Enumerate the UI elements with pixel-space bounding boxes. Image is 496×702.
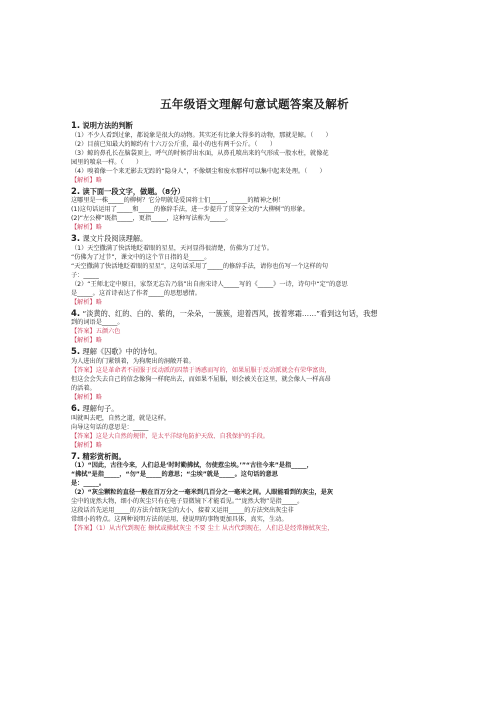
analysis-label: 【解析】略 [71,337,102,345]
question-3-line: （2）“王师北定中原日，家祭无忘告乃翁”出自南宋诗人_____写的《_____》一诗，诗句中“定”的意思 [71,280,348,288]
question-2-line: (1)这句话运用了_____和_____的修辞手法，进一步提升了贯穿全文的“大柳树”的形象。 [71,206,309,214]
question-1-line: （2）目前已知最大的鲸约有十六万公斤重，最小的也有两千公斤。（ ） [71,140,277,148]
question-7-line: （1）“因此，古往今来，人们总是‘时时勤拂拭，勿使惹尘埃。’”“古往今来”是指_____， [71,462,313,470]
analysis-label: 【解析】略 [71,224,102,232]
question-7-line: 尘中的庞然大物，细小的灰尘只有在电子显微镜下才能看见。”“庞然大物”是指_____。 [71,498,304,506]
question-3-line: （1）天空撒满了快活地眨着眼的星星，天河显得很清楚，仿佛为了过节。 [71,244,273,252]
question-1-line: 园里的喷泉一样。（ ） [71,158,143,166]
question-3-line: 是_____。这首诗表达了作者_____的思想感情。 [71,289,201,297]
question-5-line: 的活着。 [71,384,96,392]
question-2-heading: 2. 读下面一段文字，做题。（8分） [71,185,185,196]
question-7-line: 是：_____。 [71,480,106,488]
question-3-heading: 3. 课文片段阅读理解。 [71,233,148,244]
analysis-label: 【解析】略 [71,176,102,184]
question-7-line: “拂拭”是指_____，“勿”是_____的意思；“尘埃”就是_____。这句话的意思 [71,471,278,479]
question-1-heading: 1. 说明方法的判断 [71,120,133,130]
question-4-line: 到的词语是_____。 [71,319,124,327]
question-6-heading: 6. 理解句子。 [71,402,119,413]
question-2-line: (2)“左公柳”既指_____，更指_____，这种写法称为_____。 [71,215,232,223]
question-3-line: “仿佛为了过节”，课文中的这个节日指的是_____。 [71,253,211,261]
question-3-line: 子：_____ [71,271,99,279]
question-5-heading: 5. 理解《囚歌》中的诗句。 [71,346,162,357]
question-3-line: “天空撒满了快活地眨着眼的星星”，这句话采用了_____的修辞手法，请你也仿写一个这样的句 [71,262,329,270]
answer-label: 【答案】这是革命者不屈服于反动派的囚禁于诱惑而写的，如果屈服于反动派就会有荣华富贵， [71,366,331,374]
question-4 [71,309,438,346]
analysis-label: 【解析】略 [71,298,102,306]
question-3 [71,234,438,307]
analysis-label: 【解析】略 [71,393,102,401]
analysis-label: 【解析】略 [71,441,102,449]
question-7-heading: 7. 精彩赏析阁。 [71,450,126,461]
answer-label: 【答案】这是大自然的规律，是太平洋绿龟防护天敌、自我保护的手段。 [71,432,269,440]
question-4-heading: 4. “淡黄的、红的、白的、紫的，一朵朵，一簇簇，迎着西风，披着寒霜……”看到这句话，我想 [71,307,378,318]
question-6-line: 叫就叫去吧，自然之道，就是这样。 [71,414,170,422]
question-6 [71,404,438,450]
question-1-line: （3）鲸的鼻孔长在脑袋顶上，呼气的时候浮出水面，从鼻孔喷出来的气形成一股水柱，就像花 [71,149,329,157]
answer-label: 【答案】五颜六色 [71,328,121,336]
question-1-line: （1）不少人看到过象，都说象是很大的动物。其实还有比象大得多的动物，那就是鲸。（ ） [71,131,332,139]
question-7-line: 常细小的特点。这两种说明方法的运用，使说明的事物更加具体，真实，生动。 [71,516,288,524]
question-6-line: 向导这句话的意思是：_____ [71,423,149,431]
question-5-line: 为人进出的门紧锁着，为狗爬出的洞敞开着。 [71,357,195,365]
question-5-line: 但这会会失去自己的信念像狗一样爬出去，而如果不屈服，则会被关在这里，就会像人一样高昂 [71,375,331,383]
question-2 [71,187,438,233]
question-5 [71,347,438,402]
question-1-line: （4）嗅着像一个来无影去无踪的“隐身人”，不像烟尘和废水那样可以集中起来处理。（ ） [71,167,326,175]
question-7-part2-heading: （2）“灰尘颗粒的直径一般在百万分之一毫米到几百分之一毫米之间。人眼能看到的灰尘，是灰 [71,489,334,497]
page-title: 五年级语文理解句意试题答案及解析 [160,97,349,111]
question-1 [71,121,438,185]
answer-label: 【答案】（1）从古代到现在 擦拭或拂拭灰尘 不要 尘土 从古代到现在，人们总是经常擦拭灰尘， [71,525,334,533]
question-2-line: 这哪里是一株_____的柳树？它分明就是爱国将士们_____，_____的精神之树！ [71,197,285,205]
question-7-line: 这段话首先运用_____的方法介绍灰尘的大小，接着又运用_____的方法突出灰尘非 [71,507,294,515]
question-7 [71,452,438,534]
